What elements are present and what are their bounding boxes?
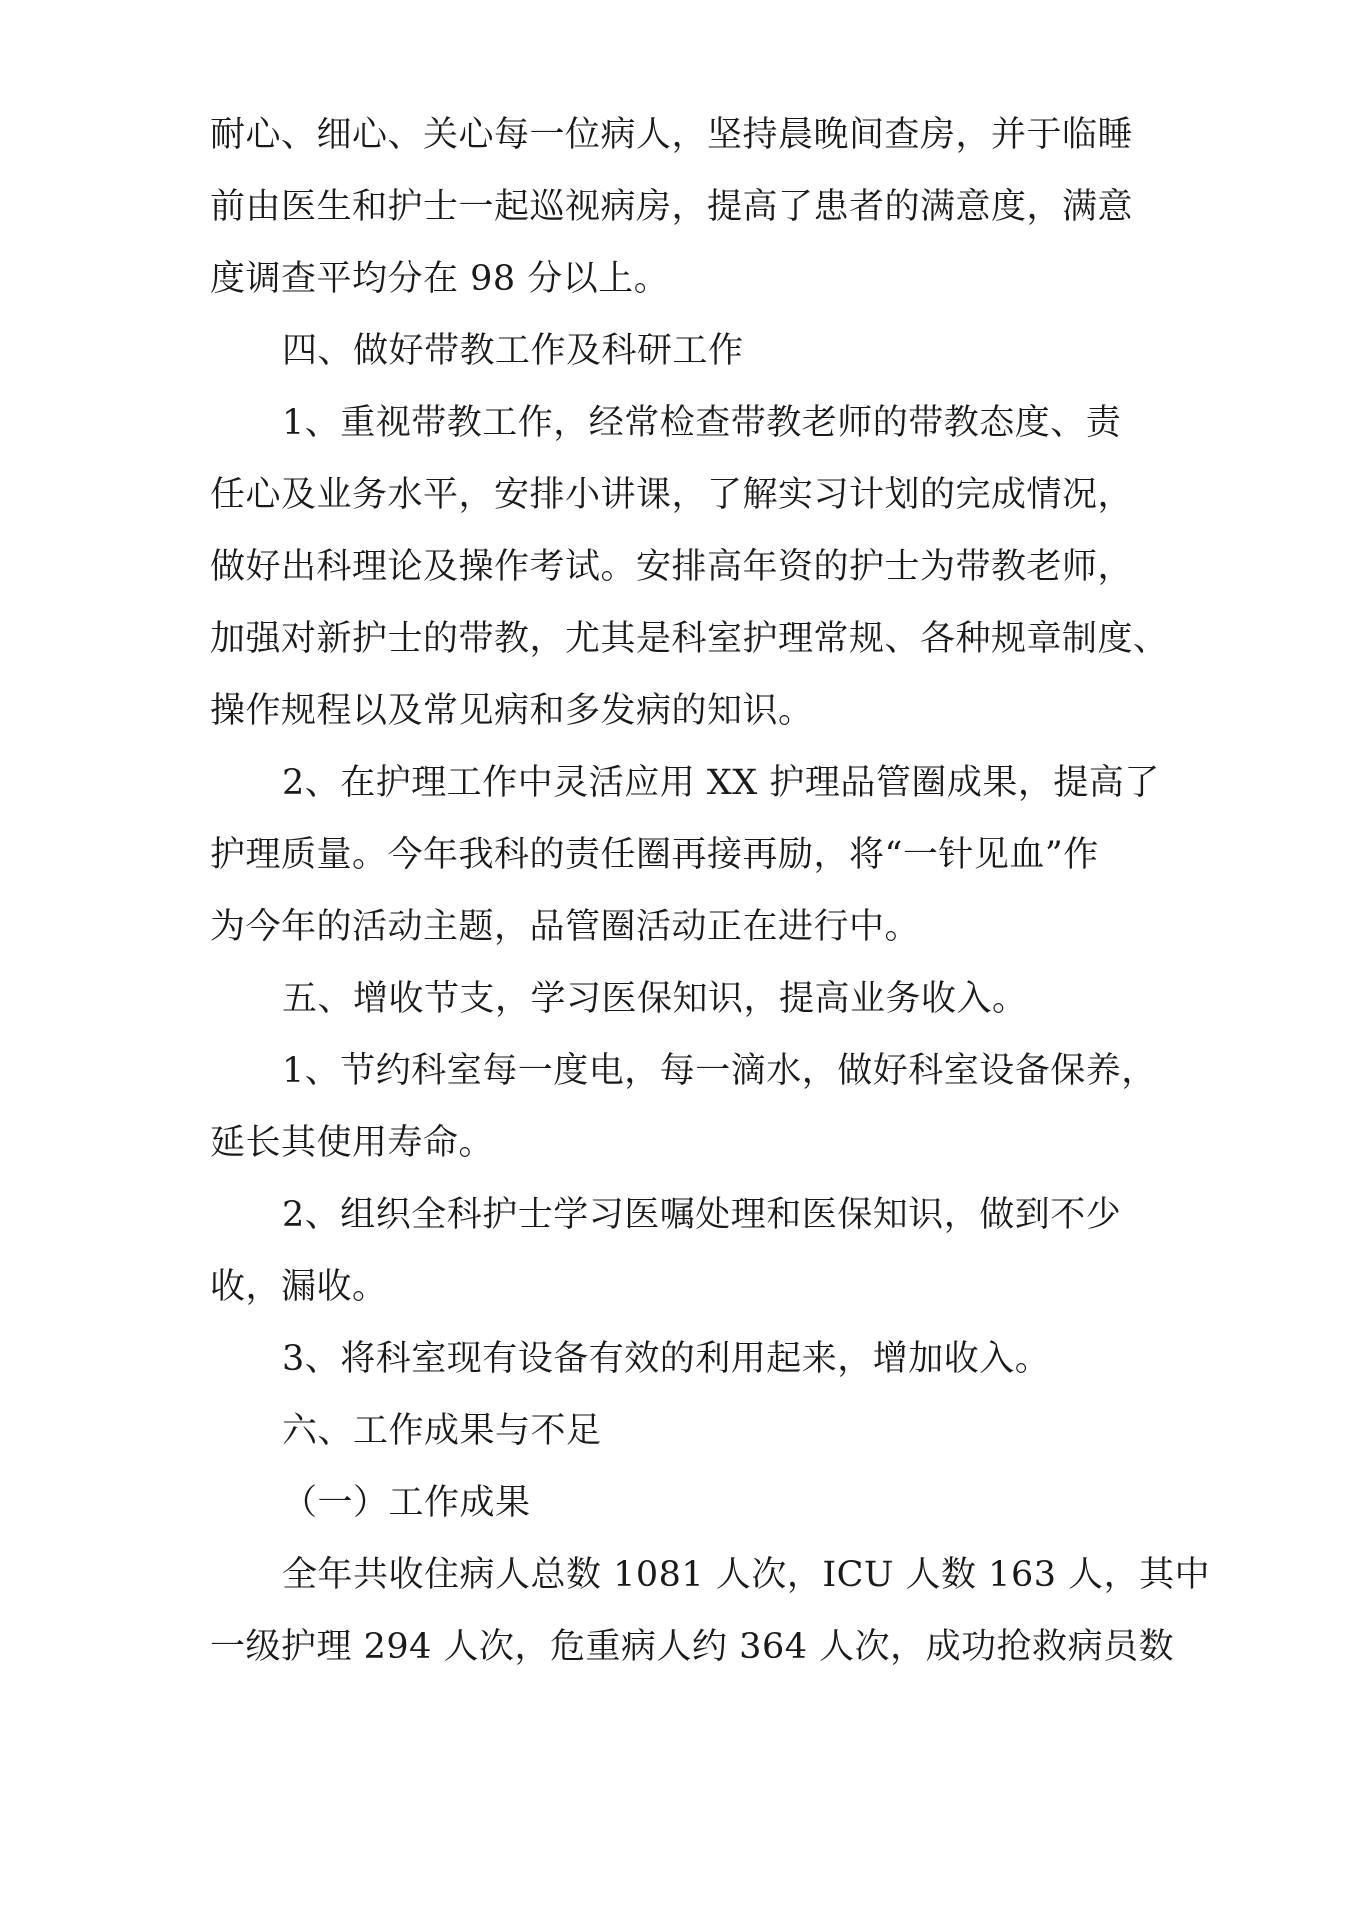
subsection-heading: （一）工作成果 <box>282 1483 531 1523</box>
text-line: 收，漏收。 <box>210 1267 388 1307</box>
section-heading: 六、工作成果与不足 <box>282 1411 602 1451</box>
text-line: 一级护理 294 人次，危重病人约 364 人次，成功抢救病员数 <box>210 1627 1175 1667</box>
text-line: 耐心、细心、关心每一位病人，坚持晨晚间查房，并于临睡 <box>210 115 1134 155</box>
text-line: 加强对新护士的带教，尤其是科室护理常规、各种规章制度、 <box>210 619 1169 659</box>
section-heading: 五、增收节支，学习医保知识，提高业务收入。 <box>282 979 1028 1019</box>
text-line: 度调查平均分在 98 分以上。 <box>210 259 670 299</box>
text-line: 2、组织全科护士学习医嘱处理和医保知识，做到不少 <box>282 1195 1122 1235</box>
text-line: 1、重视带教工作，经常检查带教老师的带教态度、责 <box>282 403 1122 443</box>
text-line: 操作规程以及常见病和多发病的知识。 <box>210 691 814 731</box>
text-line: 延长其使用寿命。 <box>210 1123 495 1163</box>
text-line: 任心及业务水平，安排小讲课，了解实习计划的完成情况， <box>210 475 1134 515</box>
text-line: 做好出科理论及操作考试。安排高年资的护士为带教老师， <box>210 547 1134 587</box>
text-line: 3、将科室现有设备有效的利用起来，增加收入。 <box>282 1339 1051 1379</box>
text-line: 全年共收住病人总数 1081 人次，ICU 人数 163 人，其中 <box>282 1555 1211 1595</box>
text-line: 2、在护理工作中灵活应用 XX 护理品管圈成果，提高了 <box>282 763 1160 803</box>
text-line: 护理质量。今年我科的责任圈再接再励，将“一针见血”作 <box>210 835 1099 875</box>
text-line: 为今年的活动主题，品管圈活动正在进行中。 <box>210 907 921 947</box>
section-heading: 四、做好带教工作及科研工作 <box>282 331 744 371</box>
text-line: 前由医生和护士一起巡视病房，提高了患者的满意度，满意 <box>210 187 1134 227</box>
text-line: 1、节约科室每一度电，每一滴水，做好科室设备保养， <box>282 1051 1157 1091</box>
